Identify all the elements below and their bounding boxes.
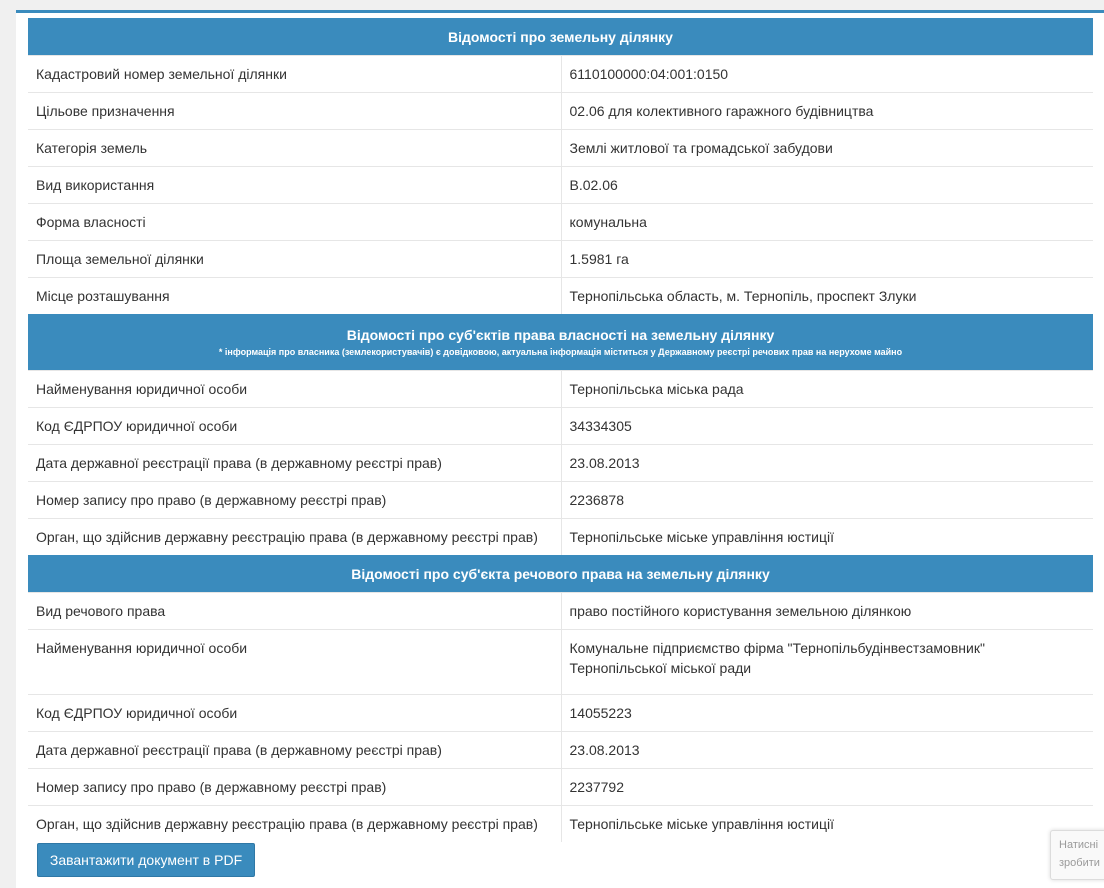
- section-header-cell: [28, 314, 1093, 371]
- row-value: 34334305: [561, 408, 1093, 445]
- captcha-badge[interactable]: [1050, 830, 1104, 880]
- section-title: Відомості про суб'єктів права власності на земельну ділянку: [346, 327, 775, 343]
- table-row: [28, 93, 1093, 130]
- row-label: Дата державної реєстрації права (в державному реєстрі прав): [28, 732, 561, 769]
- table-row: [28, 130, 1093, 167]
- table-row: [28, 167, 1093, 204]
- table-row: [28, 204, 1093, 241]
- row-label: Форма власності: [28, 204, 561, 241]
- row-label: Вид використання: [28, 167, 561, 204]
- row-value: 2237792: [561, 769, 1093, 806]
- row-value: 23.08.2013: [561, 445, 1093, 482]
- row-value: 14055223: [561, 695, 1093, 732]
- row-label: Номер запису про право (в державному реєстрі прав): [28, 769, 561, 806]
- row-value: Тернопільська область, м. Тернопіль, проспект Злуки: [561, 278, 1093, 315]
- row-value: Землі житлової та громадської забудови: [561, 130, 1093, 167]
- table-row: [28, 769, 1093, 806]
- table-row: [28, 593, 1093, 630]
- land-info-table: [28, 18, 1093, 842]
- table-row: [28, 371, 1093, 408]
- table-row: [28, 278, 1093, 315]
- section-header-land: [28, 18, 1093, 56]
- table-row: [28, 732, 1093, 769]
- row-label: Площа земельної ділянки: [28, 241, 561, 278]
- download-pdf-button[interactable]: Завантажити документ в PDF: [37, 843, 255, 877]
- table-row: [28, 445, 1093, 482]
- section-header-real-right: [28, 555, 1093, 593]
- table-row: [28, 519, 1093, 556]
- row-value: 23.08.2013: [561, 732, 1093, 769]
- row-value: 1.5981 га: [561, 241, 1093, 278]
- row-label: Місце розташування: [28, 278, 561, 315]
- captcha-badge-line2: зробити: [1059, 857, 1100, 869]
- row-label: Номер запису про право (в державному реєстрі прав): [28, 482, 561, 519]
- table-row: [28, 241, 1093, 278]
- row-value: В.02.06: [561, 167, 1093, 204]
- row-value: Тернопільська міська рада: [561, 371, 1093, 408]
- row-value: право постійного користування земельною ділянкою: [561, 593, 1093, 630]
- table-row: [28, 806, 1093, 843]
- land-info-panel: [16, 10, 1104, 888]
- captcha-badge-line1: Натисні: [1059, 839, 1099, 851]
- row-label: Дата державної реєстрації права (в державному реєстрі прав): [28, 445, 561, 482]
- row-label: Орган, що здійснив державну реєстрацію права (в державному реєстрі прав): [28, 519, 561, 556]
- row-label: Категорія земель: [28, 130, 561, 167]
- row-label: Найменування юридичної особи: [28, 371, 561, 408]
- table-row: [28, 630, 1093, 695]
- row-value: Тернопільське міське управління юстиції: [561, 806, 1093, 843]
- table-row: [28, 695, 1093, 732]
- section-title: Відомості про суб'єкта речового права на земельну ділянку: [28, 555, 1093, 593]
- row-label: Вид речового права: [28, 593, 561, 630]
- section-header-ownership: [28, 314, 1093, 371]
- row-label: Кадастровий номер земельної ділянки: [28, 56, 561, 93]
- section-title: Відомості про земельну ділянку: [28, 18, 1093, 56]
- table-row: [28, 56, 1093, 93]
- table-row: [28, 482, 1093, 519]
- row-value: 02.06 для колективного гаражного будівництва: [561, 93, 1093, 130]
- row-value: комунальна: [561, 204, 1093, 241]
- table-row: [28, 408, 1093, 445]
- row-value: Комунальне підприємство фірма "Тернопільбудінвестзамовник" Тернопільської міської ради: [561, 630, 1093, 695]
- row-label: Найменування юридичної особи: [28, 630, 561, 695]
- row-label: Код ЄДРПОУ юридичної особи: [28, 695, 561, 732]
- section-note: * інформація про власника (землекористувачів) є довідковою, актуальна інформація міститься у Державному реєстрі речових прав на нерухоме майно: [218, 347, 903, 357]
- row-label: Код ЄДРПОУ юридичної особи: [28, 408, 561, 445]
- row-value: 2236878: [561, 482, 1093, 519]
- row-label: Орган, що здійснив державну реєстрацію права (в державному реєстрі прав): [28, 806, 561, 843]
- row-value: Тернопільське міське управління юстиції: [561, 519, 1093, 556]
- row-label: Цільове призначення: [28, 93, 561, 130]
- row-value: 6110100000:04:001:0150: [561, 56, 1093, 93]
